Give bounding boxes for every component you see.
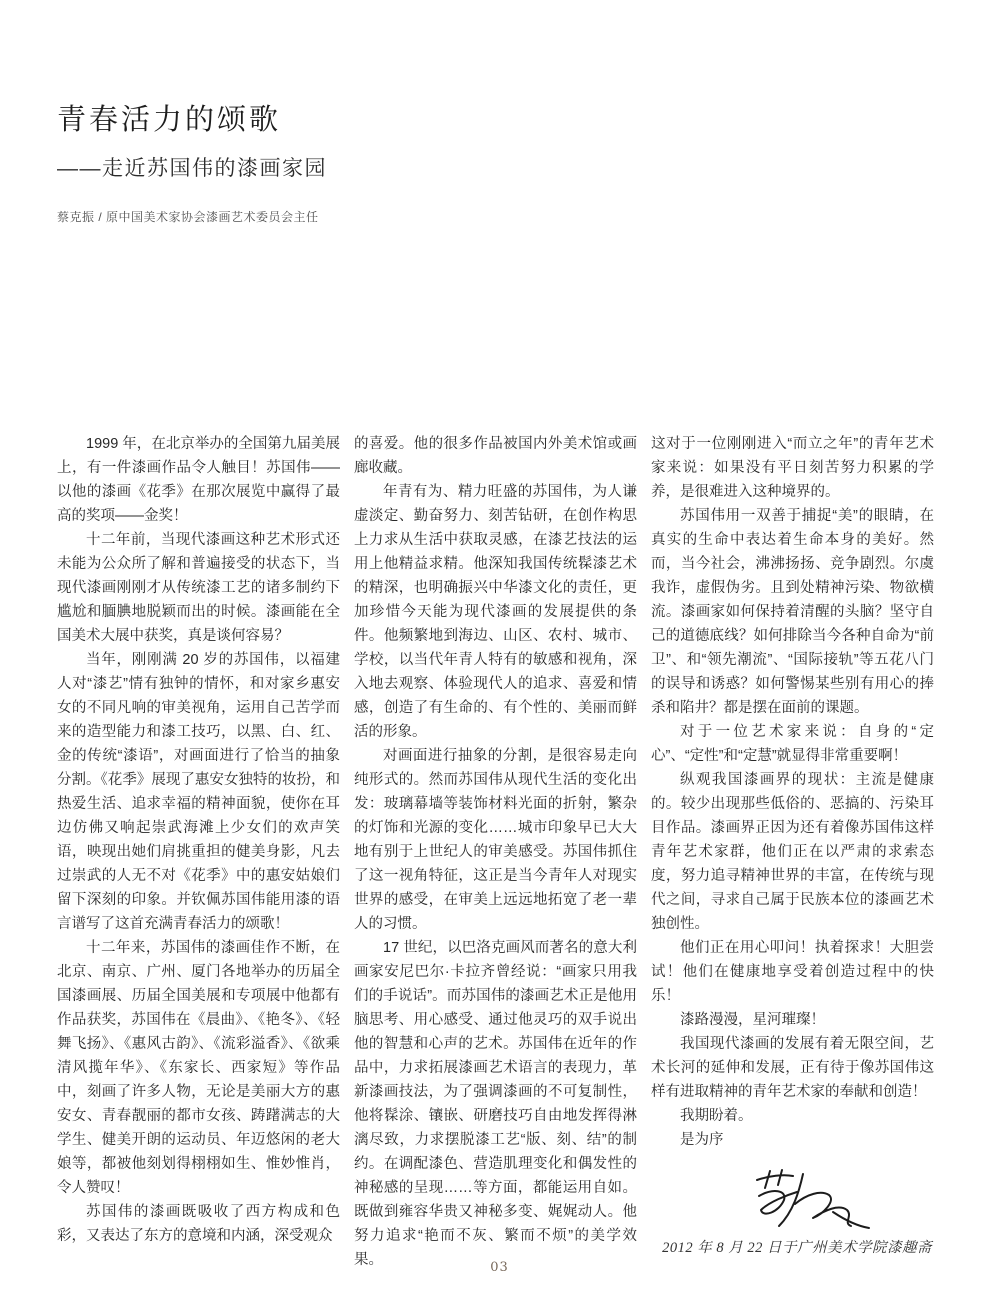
body-paragraph: 十二年来，苏国伟的漆画佳作不断，在北京、南京、广州、厦门各地举办的历届全国漆画展、历届全国美展和专项展中他都有作品获奖，苏国伟在《晨曲》、《艳冬》、《轻舞飞扬》、《惠风古韵》、《流彩溢香》、《欲乘清风揽年华》、《东家长、西家短》等作品中，刻画了许多人物，无论是美丽大方的惠安女、青春靓丽的都市女孩、踌躇满志的大学生、健美开朗的运动员、年迈悠闲的老大娘等，都被他刻划得栩栩如生、惟妙惟肖，令人赞叹！ — [57, 940, 340, 1196]
body-paragraph: 对于一位艺术家来说：自身的“定心”、“定性”和“定慧”就显得非常重要啊！ — [651, 724, 934, 764]
text-column-3 — [651, 432, 934, 1256]
body-paragraph: 我期盼着。 — [680, 1108, 753, 1124]
column-2-paragraphs — [354, 432, 637, 1272]
body-paragraph: 我国现代漆画的发展有着无限空间，艺术长河的延伸和发展，正有待于像苏国伟这样有进取精神的青年艺术家的奉献和创造！ — [651, 1036, 934, 1100]
body-paragraph: 的喜爱。他的很多作品被国内外美术馆或画廊收藏。 — [354, 436, 637, 476]
body-paragraph: 是为序 — [680, 1132, 724, 1148]
body-paragraph: 17 世纪，以巴洛克画风而著名的意大利画家安尼巴尔·卡拉齐曾经说：“画家只用我们的手说话”。而苏国伟的漆画艺术正是他用脑思考、用心感受、通过他灵巧的双手说出他的智慧和心声的艺术。苏国伟在近年的作品中，力求拓展漆画艺术语言的表现力，革新漆画技法，为了强调漆画的不可复制性，他将髹涂、镶嵌、研磨技巧自由地发挥得淋漓尽致，力求摆脱漆工艺“版、刻、结”的制约。在调配漆色、营造肌理变化和偶发性的神秘感的呈现……等方面，都能运用自如。既做到雍容华贵又神秘多变、娓娓动人。他努力追求“艳而不灰、繁而不烦”的美学效果。 — [354, 940, 637, 1268]
signature-block — [743, 1168, 934, 1230]
body-paragraph: 漆路漫漫，星河璀璨！ — [680, 1012, 825, 1028]
handwritten-signature-icon — [743, 1168, 873, 1230]
body-paragraph: 苏国伟的漆画既吸收了西方构成和色彩，又表达了东方的意境和内涵，深受观众 — [57, 1204, 340, 1244]
body-paragraph: 纵观我国漆画界的现状：主流是健康的。较少出现那些低俗的、恶搞的、污染耳目作品。漆画界正因为还有着像苏国伟这样青年艺术家群，他们正在以严肃的求索态度，努力追寻精神世界的丰富，在传统与现代之间，寻求自己属于民族本位的漆画艺术独创性。 — [651, 772, 934, 932]
body-paragraph: 他们正在用心叩问！执着探求！大胆尝试！他们在健康地享受着创造过程中的快乐！ — [651, 940, 934, 1004]
body-paragraph: 1999 年，在北京举办的全国第九届美展上，有一件漆画作品令人触目！苏国伟——以他的漆画《花季》在那次展览中赢得了最高的奖项——金奖！ — [57, 436, 340, 524]
article-title: 青春活力的颂歌 — [57, 104, 282, 136]
page-number: 03 — [490, 1260, 509, 1275]
body-paragraph: 这对于一位刚刚进入“而立之年”的青年艺术家来说：如果没有平日刻苦努力积累的学养，是很难进入这种境界的。 — [651, 436, 934, 500]
column-1-paragraphs — [57, 432, 340, 1248]
article-subtitle: ——走近苏国伟的漆画家园 — [57, 156, 327, 180]
body-paragraph: 对画面进行抽象的分割，是很容易走向纯形式的。然而苏国伟从现代生活的变化出发：玻璃幕墙等装饰材料光面的折射，繁杂的灯饰和光源的变化……城市印象早已大大地有别于上世纪人的审美感受。苏国伟抓住了这一视角特征，这正是当今青年人对现实世界的感受，在审美上远远地拓宽了老一辈人的习惯。 — [354, 748, 637, 932]
body-paragraph: 年青有为、精力旺盛的苏国伟，为人谦虚淡定、勤奋努力、刻苦钻研，在创作构思上力求从生活中获取灵感，在漆艺技法的运用上他精益求精。他深知我国传统髹漆艺术的精深，也明确振兴中华漆文化的责任，更加珍惜今天能为现代漆画的发展提供的条件。他频繁地到海边、山区、农村、城市、学校，以当代年青人特有的敏感和视角，深入地去观察、体验现代人的追求、喜爱和情感，创造了有生命的、有个性的、美丽而鲜活的形象。 — [354, 484, 637, 740]
body-paragraph: 苏国伟用一双善于捕捉“美”的眼睛，在真实的生命中表达着生命本身的美好。然而，当今社会，沸沸扬扬、竞争剧烈。尔虞我诈，虚假伪劣。且到处精神污染、物欲横流。漆画家如何保持着清醒的头脑？坚守自己的道德底线？如何排除当今各种自命为“前卫”、和“领先潮流”、“国际接轨”等五花八门的误导和诱惑？如何警惕某些别有用心的捧杀和陷井？都是摆在面前的课题。 — [651, 508, 934, 716]
dateline: 2012 年 8 月 22 日于广州美术学院漆趣斋 — [662, 1240, 932, 1256]
text-column-1 — [57, 432, 340, 1247]
article-header — [57, 103, 657, 225]
body-paragraph: 十二年前，当现代漆画这种艺术形式还未能为公众所了解和普遍接受的状态下，当现代漆画刚刚才从传统漆工艺的诸多制约下尴尬和腼腆地脱颖而出的时候。漆画能在全国美术大展中获奖，真是谈何容易？ — [57, 532, 340, 644]
body-paragraph: 当年，刚刚满 20 岁的苏国伟，以福建人对“漆艺”情有独钟的情怀，和对家乡惠安女的不同凡响的审美视角，运用自己苦学而来的造型能力和漆工技巧，以黑、白、红、金的传统“漆语”，对画面进行了恰当的抽象分割。《花季》展现了惠安女独特的妆扮，和热爱生活、追求幸福的精神面貌，使你在耳边仿佛又响起崇武海滩上少女们的欢声笑语，映现出她们肩挑重担的健美身影，凡去过崇武的人无不对《花季》中的惠安姑娘们留下深刻的印象。并钦佩苏国伟能用漆的语言谱写了这首充满青春活力的颂歌！ — [57, 652, 340, 932]
article-byline: 蔡克振 / 原中国美术家协会漆画艺术委员会主任 — [57, 209, 319, 224]
column-3-paragraphs — [651, 432, 934, 1152]
